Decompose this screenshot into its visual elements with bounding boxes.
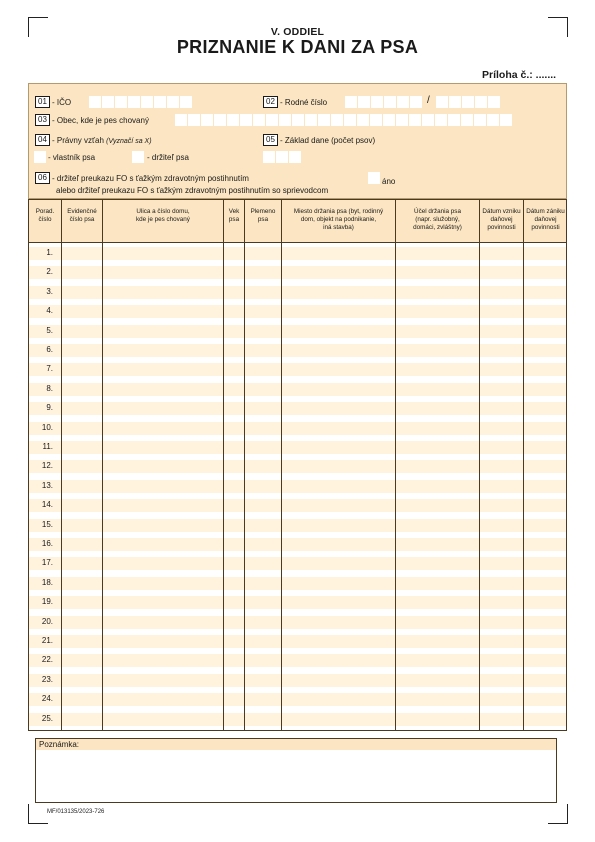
municipality-cell[interactable] [201, 114, 213, 126]
row-number: 14. [41, 500, 53, 510]
table-column-line [523, 199, 524, 731]
header-order-number: Porad. číslo [35, 208, 55, 223]
row-number: 25. [41, 713, 53, 723]
tax-base-digit-3[interactable] [289, 151, 301, 163]
municipality-cell[interactable] [396, 114, 408, 126]
header-street-address: Ulica a číslo domu, kde je pes chovaný [136, 208, 190, 223]
appendix-number: Príloha č.: ....... [482, 69, 557, 81]
note-box[interactable] [35, 738, 557, 803]
legal-relation-label [52, 136, 152, 145]
disability-yes-checkbox[interactable] [368, 172, 380, 184]
birth-number-cell[interactable] [488, 96, 500, 108]
birth-number-cell[interactable] [397, 96, 409, 108]
row-number: 16. [41, 539, 53, 548]
birth-number-cell[interactable] [371, 96, 383, 108]
municipality-cell[interactable] [500, 114, 512, 126]
municipality-cell[interactable] [214, 114, 226, 126]
municipality-cell[interactable] [253, 114, 265, 126]
municipality-cell[interactable] [305, 114, 317, 126]
ico-cell[interactable] [167, 96, 179, 108]
field-number-03: 03 [35, 114, 50, 126]
field-number-01: 01 [35, 96, 50, 108]
ico-cell[interactable] [154, 96, 166, 108]
municipality-cell[interactable] [448, 114, 460, 126]
row-number: 3. [46, 286, 53, 296]
table-column-line [244, 199, 245, 731]
row-number: 2. [46, 267, 53, 277]
tax-base-label: - Základ dane (počet psov) [280, 136, 376, 145]
birth-number-cell[interactable] [410, 96, 422, 108]
header-keeping-purpose: Účel držania psa (napr. služobný, domáci, zvláštny) [413, 208, 462, 231]
table-column-line [479, 199, 480, 731]
row-number: 23. [41, 674, 53, 684]
note-label: Poznámka: [39, 740, 80, 749]
form-code: MF/013135/2023-726 [47, 809, 105, 815]
header-liability-end: Dátum zániku daňovej povinnosti [526, 208, 565, 231]
ico-cell[interactable] [89, 96, 101, 108]
birth-number-cell[interactable] [436, 96, 448, 108]
row-number: 18. [41, 577, 53, 587]
row-number: 4. [46, 306, 53, 316]
municipality-cell[interactable] [318, 114, 330, 126]
birth-number-cell[interactable] [449, 96, 461, 108]
row-number: 21. [41, 636, 53, 645]
field-number-06: 06 [35, 172, 50, 184]
row-number: 19. [41, 597, 53, 607]
taxpayer-info-panel [28, 83, 567, 199]
disability-card-label: - držiteľ preukazu FO s ťažkým zdravotným postihnutím [52, 174, 249, 183]
owner-checkbox[interactable] [34, 151, 46, 163]
row-number: 8. [46, 383, 53, 393]
section-heading: V. ODDIEL [270, 26, 325, 38]
birth-number-cell[interactable] [345, 96, 357, 108]
municipality-cell[interactable] [409, 114, 421, 126]
row-number: 10. [41, 422, 53, 432]
header-registration-number: Evidenčné číslo psa [67, 208, 97, 223]
field-number-05: 05 [263, 134, 278, 146]
table-header-divider [28, 242, 567, 243]
municipality-cell[interactable] [292, 114, 304, 126]
field-number-04: 04 [35, 134, 50, 146]
municipality-cell[interactable] [331, 114, 343, 126]
row-number: 15. [41, 519, 53, 529]
birth-number-cell[interactable] [462, 96, 474, 108]
municipality-cell[interactable] [422, 114, 434, 126]
row-number: 17. [41, 558, 53, 568]
municipality-cell[interactable] [435, 114, 447, 126]
birth-number-cell[interactable] [475, 96, 487, 108]
municipality-cell[interactable] [240, 114, 252, 126]
table-column-line [102, 199, 103, 731]
row-number: 11. [42, 442, 53, 451]
municipality-cell[interactable] [279, 114, 291, 126]
row-number: 22. [41, 655, 53, 665]
municipality-cell[interactable] [227, 114, 239, 126]
birth-number-label: - Rodné číslo [280, 98, 328, 107]
ico-cell[interactable] [141, 96, 153, 108]
page-title: PRIZNANIE K DANI ZA PSA [176, 37, 419, 57]
owner-label: - vlastník psa [48, 153, 96, 162]
row-number: 7. [46, 364, 53, 374]
municipality-cell[interactable] [175, 114, 187, 126]
ico-label: - IČO [52, 98, 72, 107]
row-number: 20. [41, 616, 53, 626]
municipality-label: - Obec, kde je pes chovaný [52, 116, 149, 125]
keeper-checkbox[interactable] [132, 151, 144, 163]
ico-cell[interactable] [128, 96, 140, 108]
table-column-line [61, 199, 62, 731]
birth-number-separator: / [427, 95, 430, 106]
row-number: 9. [46, 403, 53, 413]
dog-table [28, 199, 567, 731]
row-number: 1. [46, 248, 53, 257]
disability-yes-label: áno [382, 177, 396, 186]
municipality-cell[interactable] [357, 114, 369, 126]
ico-cell[interactable] [115, 96, 127, 108]
row-number: 24. [41, 694, 53, 704]
municipality-cell[interactable] [474, 114, 486, 126]
birth-number-cell[interactable] [384, 96, 396, 108]
keeper-label: - držiteľ psa [147, 153, 189, 162]
municipality-cell[interactable] [461, 114, 473, 126]
legal-relation-text: - Právny vzťah [52, 136, 104, 145]
municipality-cell[interactable] [383, 114, 395, 126]
row-number: 6. [46, 345, 53, 354]
municipality-cell[interactable] [487, 114, 499, 126]
birth-number-cell[interactable] [358, 96, 370, 108]
municipality-cell[interactable] [370, 114, 382, 126]
header-dog-age: Vek psa [228, 208, 240, 223]
row-number: 13. [41, 480, 53, 490]
municipality-cell[interactable] [266, 114, 278, 126]
crop-mark-bottom-right [548, 804, 568, 824]
table-column-line [281, 199, 282, 731]
crop-mark-bottom-left [28, 804, 48, 824]
ico-cell[interactable] [102, 96, 114, 108]
municipality-cell[interactable] [344, 114, 356, 126]
ico-cell[interactable] [180, 96, 192, 108]
row-number: 12. [41, 461, 53, 471]
tax-base-digit-1[interactable] [263, 151, 275, 163]
header-dog-breed: Plemeno psa [250, 208, 276, 223]
row-number: 5. [46, 325, 53, 335]
field-number-02: 02 [263, 96, 278, 108]
table-column-line [395, 199, 396, 731]
disability-card-companion-label: alebo držiteľ preukazu FO s ťažkým zdravotným postihnutím so sprievodcom [56, 186, 329, 195]
header-liability-start: Dátum vzniku daňovej povinnosti [482, 208, 521, 231]
table-column-line [223, 199, 224, 731]
note-header [36, 739, 556, 750]
municipality-cell[interactable] [188, 114, 200, 126]
legal-relation-hint: (Vyznačí sa X) [106, 138, 152, 145]
tax-base-digit-2[interactable] [276, 151, 288, 163]
header-keeping-place: Miesto držania psa (byt, rodinný dom, objekt na podnikanie, iná stavba) [293, 208, 384, 231]
